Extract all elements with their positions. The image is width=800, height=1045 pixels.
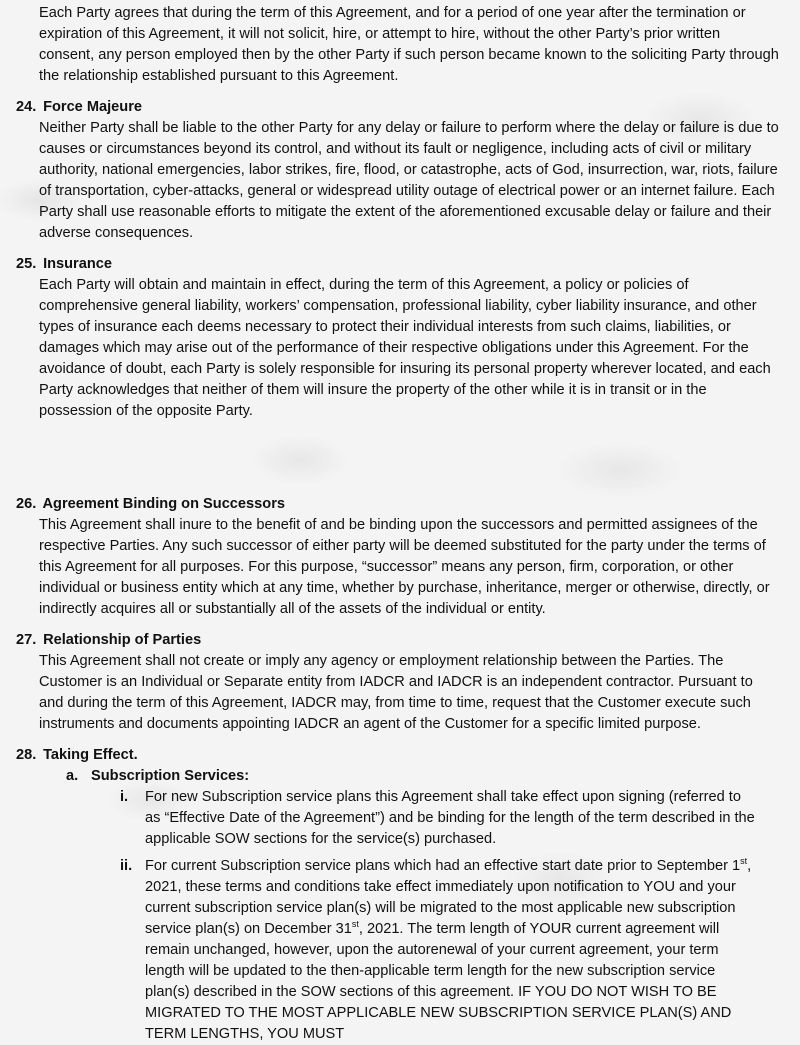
section-title: Insurance	[43, 256, 113, 272]
ordinal-suffix: st	[740, 856, 748, 867]
item-text: For new Subscription service plans this Agreement shall take effect upon signing (referred to as “Effective Date of the Agreement”) and be binding for the length of the term described in the applicable SOW sections for the service(s) purchased.	[145, 789, 755, 847]
section-26-body: This Agreement shall inure to the benefit of and be binding upon the successors and permitted assignees of the respective Parties. Any such successor of either party will be deemed substituted for the party under the terms of this Agreement for all purposes. For this purpose, “successor” means any person, firm, corporation, or other individual or business entity which at any time, whether by purchase, inheritance, merger or otherwise, directly, or indirectly acquires all or substantially all of the assets of the individual or entity.	[39, 517, 770, 617]
section-number: 26.	[16, 496, 37, 512]
item-text-part: , 2021. The term length of YOUR current agreement will remain unchanged, however, upon the autorenewal of your current agreement, your term length will be updated to the then-applicable term length for the new subscription service plan(s) described in the SOW sections of this agreement. IF YOU DO NOT WISH TO BE MIGRATED TO THE MOST APPLICABLE NEW SUBSCRIPTION SERVICE PLAN(S) AND TERM LENGTHS, YOU MUST	[145, 921, 732, 1042]
section-24-heading	[16, 97, 142, 118]
item-text-part: For current Subscription service plans which had an effective start date prior to September 1	[145, 858, 741, 874]
section-27-heading	[16, 630, 201, 651]
section-title: Taking Effect.	[43, 747, 138, 763]
section-27-body: This Agreement shall not create or imply any agency or employment relationship between the Parties. The Customer is an Individual or Separate entity from IADCR and IADCR is an independent contractor. Pursuant to and during the term of this Agreement, IADCR may, from time to time, request that the Customer execute such instruments and documents appointing IADCR an agent of the Customer for a specific limited purpose.	[39, 653, 753, 732]
item-number: ii.	[120, 858, 133, 874]
section-title: Relationship of Parties	[43, 632, 202, 648]
section-number: 28.	[16, 747, 37, 763]
section-26-heading	[16, 494, 285, 515]
section-24-body: Neither Party shall be liable to the other Party for any delay or failure to perform where the delay or failure is due to causes or circumstances beyond its control, and without its fault or negligence, including acts of civil or military authority, national emergencies, labor strikes, fire, flood, or catastrophe, acts of God, insurrection, war, riots, failure of transportation, cyber-attacks, general or widespread utility outage of electrical power or an internet failure. Each Party shall use reasonable efforts to mitigate the extent of the aforementioned excusable delay or failure and their adverse consequences.	[39, 120, 779, 241]
section-number: 25.	[16, 256, 37, 272]
section-25-body: Each Party will obtain and maintain in effect, during the term of this Agreement, a policy or policies of comprehensive general liability, workers’ compensation, professional liability, cyber liability insurance, and other types of insurance each deems necessary to protect their individual interests from such claims, liabilities, or damages which may arise out of the performance of their respective obligations under this Agreement. For the avoidance of doubt, each Party is solely responsible for insuring its personal property wherever located, and each Party acknowledges that neither of them will insure the property of the other while it is in transit or in the possession of the opposite Party.	[39, 277, 771, 419]
item-number: i.	[120, 789, 129, 805]
section-number: 24.	[16, 99, 37, 115]
section-title: Force Majeure	[43, 99, 143, 115]
subsection-a-heading	[66, 766, 249, 787]
subsection-number: a.	[66, 768, 79, 784]
ordinal-suffix: st	[351, 919, 359, 930]
section-25-heading	[16, 254, 112, 275]
non-solicitation-paragraph: Each Party agrees that during the term of this Agreement, and for a period of one year after the termination or expiration of this Agreement, it will not solicit, hire, or attempt to hire, without the other Party’s prior written consent, any person employed then by the other Party if such person became known to the soliciting Party through the relationship established pursuant to this Agreement.	[39, 5, 779, 84]
section-number: 27.	[16, 632, 37, 648]
section-28-heading	[16, 745, 138, 766]
section-title: Agreement Binding on Successors	[42, 496, 285, 512]
item-text-part: , 2021, these terms and conditions take effect immediately upon notification to YOU and your current subscription service plan(s) will be migrated to the most applicable new subscription service plan(s) on December 31	[145, 858, 752, 937]
item-text	[145, 856, 760, 1045]
subsection-title: Subscription Services:	[91, 768, 250, 784]
